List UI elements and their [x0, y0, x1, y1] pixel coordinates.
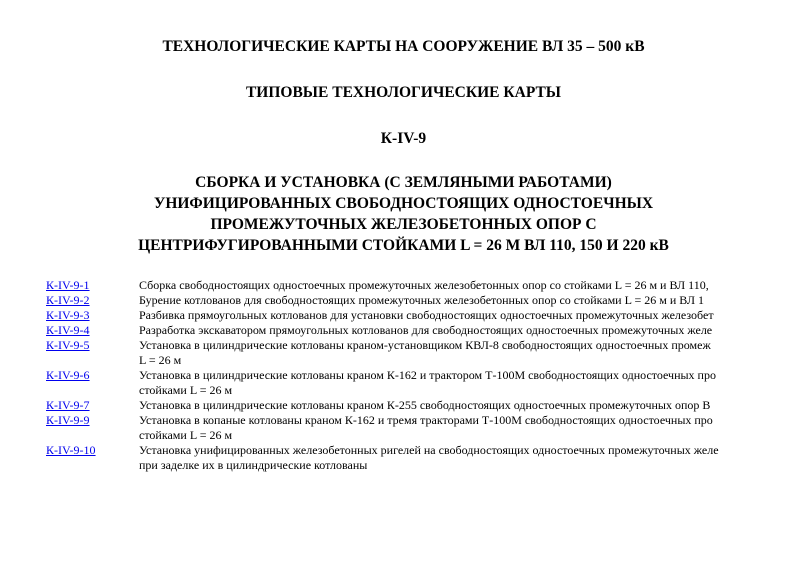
toc-description: Разработка экскаватором прямоугольных котлованов для свободностоящих одностоечных промежуточных желе [139, 323, 713, 337]
toc-row [0, 413, 781, 443]
document-code: К-IV-9 [380, 130, 427, 147]
toc-description: Установка в копаные котлованы краном К-162 и тремя тракторами Т-100М свободностоящих одностоечных про [139, 413, 713, 427]
toc-link[interactable]: К-IV-9-7 [46, 398, 90, 412]
toc-description: Установка в цилиндрические котлованы краном-установщиком КВЛ-8 свободностоящих одностоечных промеж [139, 338, 711, 352]
toc-row [0, 308, 781, 323]
toc-description: стойками L = 26 м [139, 428, 233, 442]
toc-description: Разбивка прямоугольных котлованов для установки свободностоящих одностоечных промежуточных железобет [139, 308, 714, 322]
toc-row [0, 323, 781, 338]
document-title: ТЕХНОЛОГИЧЕСКИЕ КАРТЫ НА СООРУЖЕНИЕ ВЛ 35 – 500 кВ [162, 38, 645, 55]
toc-row [0, 368, 781, 398]
toc-link[interactable]: К-IV-9-2 [46, 293, 90, 307]
toc-description: L = 26 м [139, 353, 182, 367]
table-of-contents [0, 278, 781, 473]
toc-row [0, 398, 781, 413]
section-heading-line: УНИФИЦИРОВАННЫХ СВОБОДНОСТОЯЩИХ ОДНОСТОЕЧНЫХ [153, 195, 654, 212]
toc-link[interactable]: К-IV-9-3 [46, 308, 90, 322]
toc-description: Установка в цилиндрические котлованы краном К-162 и трактором Т-100М свободностоящих одностоечных про [139, 368, 716, 382]
toc-description: Бурение котлованов для свободностоящих промежуточных железобетонных опор со стойками L = 26 м и ВЛ 1 [139, 293, 704, 307]
toc-link[interactable]: К-IV-9-6 [46, 368, 90, 382]
section-heading-line: ПРОМЕЖУТОЧНЫХ ЖЕЛЕЗОБЕТОННЫХ ОПОР С [210, 216, 597, 233]
toc-link[interactable]: К-IV-9-1 [46, 278, 90, 292]
toc-row [0, 278, 781, 293]
document-subtitle: ТИПОВЫЕ ТЕХНОЛОГИЧЕСКИЕ КАРТЫ [245, 84, 562, 101]
toc-link[interactable]: К-IV-9-9 [46, 413, 90, 427]
section-heading [0, 172, 807, 256]
toc-description: Установка унифицированных железобетонных ригелей на свободностоящих одностоечных промежуточных желе [139, 443, 719, 457]
toc-row [0, 443, 781, 473]
toc-description: стойками L = 26 м [139, 383, 233, 397]
toc-link[interactable]: К-IV-9-4 [46, 323, 90, 337]
toc-description: Установка в цилиндрические котлованы краном К-255 свободностоящих одностоечных промежуточных опор В [139, 398, 711, 412]
section-heading-line: СБОРКА И УСТАНОВКА (С ЗЕМЛЯНЫМИ РАБОТАМИ) [195, 174, 612, 191]
toc-description: Сборка свободностоящих одностоечных промежуточных железобетонных опор со стойками L = 26 м и ВЛ 110, [139, 278, 709, 292]
section-heading-line: ЦЕНТРИФУГИРОВАННЫМИ СТОЙКАМИ L = 26 М ВЛ 110, 150 И 220 кВ [138, 237, 669, 254]
toc-row [0, 293, 781, 308]
toc-description: при заделке их в цилиндрические котлованы [139, 458, 368, 472]
toc-row [0, 338, 781, 368]
toc-link[interactable]: К-IV-9-5 [46, 338, 90, 352]
toc-link[interactable]: К-IV-9-10 [46, 443, 96, 457]
